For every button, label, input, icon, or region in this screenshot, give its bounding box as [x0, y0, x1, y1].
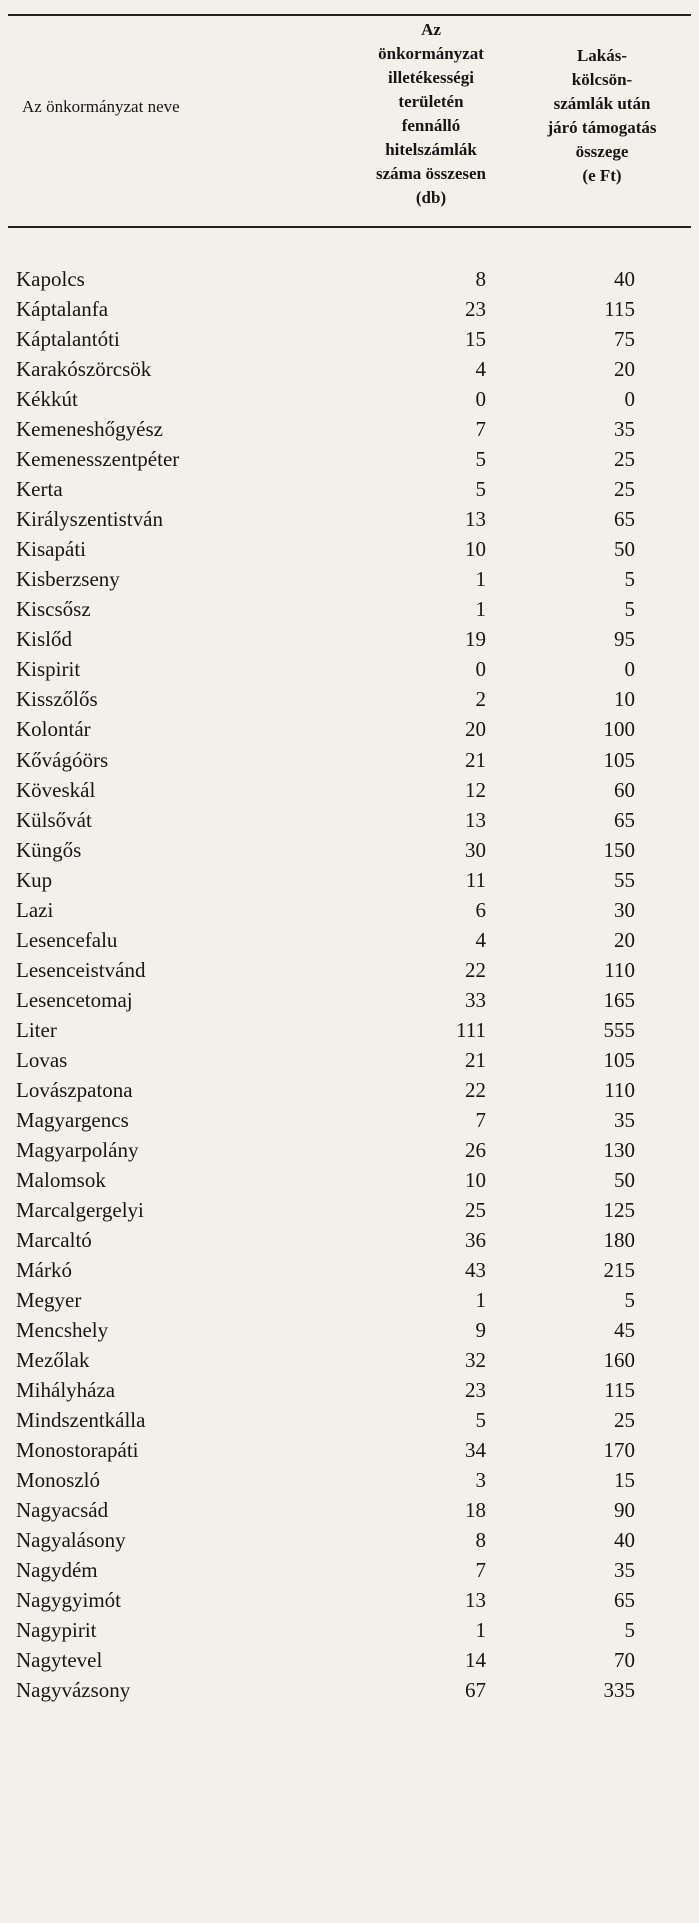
municipality-name: Mencshely	[16, 1318, 109, 1343]
account-count: 10	[465, 537, 486, 562]
support-amount: 35	[614, 1558, 635, 1583]
support-amount: 50	[614, 537, 635, 562]
table-row	[0, 684, 699, 714]
municipality-name: Kisberzseny	[16, 567, 120, 592]
support-amount: 5	[624, 1288, 635, 1313]
header-line: Lakás-	[576, 46, 628, 65]
support-amount: 20	[614, 927, 635, 952]
header-line: számlák után	[553, 94, 651, 113]
table-row	[0, 1495, 699, 1525]
account-count: 3	[475, 1468, 486, 1493]
municipality-name: Kisapáti	[16, 537, 86, 562]
municipality-name: Monostorapáti	[16, 1438, 139, 1463]
support-amount: 40	[614, 267, 635, 291]
account-count: 43	[465, 1258, 486, 1283]
support-amount: 15	[614, 1468, 635, 1493]
support-amount: 130	[603, 1137, 635, 1162]
table-row	[0, 1255, 699, 1285]
account-count: 13	[465, 1588, 486, 1613]
support-amount: 70	[614, 1648, 635, 1673]
municipality-name: Malomsok	[16, 1167, 106, 1192]
table-row	[0, 1315, 699, 1345]
account-count: 32	[465, 1348, 486, 1373]
account-count: 9	[475, 1318, 486, 1343]
municipality-name: Marcalgergelyi	[16, 1197, 144, 1222]
header-line: száma összesen	[375, 164, 486, 183]
support-amount: 75	[614, 327, 635, 352]
account-count: 4	[475, 927, 486, 952]
municipality-name: Megyer	[16, 1288, 82, 1313]
table-row	[0, 354, 699, 384]
table-row	[0, 1015, 699, 1045]
support-amount: 125	[603, 1197, 635, 1222]
table-row	[0, 1555, 699, 1585]
header-line: járó támogatás	[547, 118, 657, 137]
support-amount: 20	[614, 357, 635, 382]
table-row	[0, 1585, 699, 1615]
account-count: 11	[465, 867, 486, 892]
table-row	[0, 1645, 699, 1675]
account-count: 0	[475, 657, 486, 682]
municipality-name: Nagyalásony	[16, 1528, 126, 1553]
table-row	[0, 1435, 699, 1465]
account-count: 1	[475, 567, 486, 592]
table-row	[0, 895, 699, 925]
support-amount: 65	[614, 507, 635, 532]
support-amount: 150	[603, 837, 635, 862]
account-count: 7	[475, 417, 486, 442]
table-row	[0, 414, 699, 444]
municipality-name: Kővágóörs	[16, 747, 109, 772]
table-row	[0, 1675, 699, 1705]
header-line: önkormányzat	[378, 44, 484, 63]
support-amount: 160	[603, 1348, 635, 1373]
table-row	[0, 1195, 699, 1225]
municipality-name: Kup	[16, 867, 53, 892]
support-amount: 100	[603, 717, 635, 742]
municipality-name: Kemeneshőgyész	[16, 417, 163, 442]
municipality-name: Kolontár	[16, 717, 91, 742]
table-row	[0, 955, 699, 985]
table-row	[0, 1045, 699, 1075]
account-count: 7	[475, 1107, 486, 1132]
header-line: (db)	[415, 188, 447, 207]
account-count: 22	[465, 1077, 486, 1102]
municipality-name: Mihályháza	[16, 1378, 116, 1403]
support-amount: 165	[603, 987, 635, 1012]
account-count: 21	[465, 747, 486, 772]
table-row	[0, 865, 699, 895]
table-row	[0, 1075, 699, 1105]
account-count: 15	[465, 327, 486, 352]
table-row	[0, 534, 699, 564]
table-row	[0, 294, 699, 324]
municipality-name: Káptalanfa	[16, 297, 109, 322]
account-count: 12	[465, 777, 486, 802]
table-row	[0, 1135, 699, 1165]
header-line: kölcsön-	[571, 70, 633, 89]
account-count: 4	[475, 357, 486, 382]
table-row	[0, 324, 699, 354]
support-amount: 95	[614, 627, 635, 652]
table-row	[0, 1345, 699, 1375]
municipality-name: Marcaltó	[16, 1228, 92, 1252]
account-count: 23	[465, 1378, 486, 1403]
support-amount: 335	[603, 1678, 635, 1703]
table-row	[0, 624, 699, 654]
support-amount: 215	[603, 1258, 635, 1283]
account-count: 30	[465, 837, 486, 862]
municipality-name: Lovászpatona	[16, 1077, 133, 1102]
table-row	[0, 384, 699, 414]
municipality-name: Lesenceistvánd	[16, 957, 146, 982]
support-amount: 50	[614, 1167, 635, 1192]
municipality-name: Kispirit	[16, 657, 81, 682]
account-count: 5	[475, 477, 486, 502]
support-amount: 115	[604, 297, 635, 322]
support-amount: 0	[624, 657, 635, 682]
account-count: 36	[465, 1228, 486, 1252]
support-amount: 25	[614, 1408, 635, 1433]
support-amount: 90	[614, 1498, 635, 1523]
account-count: 5	[475, 1408, 486, 1433]
account-count: 34	[465, 1438, 486, 1463]
support-amount: 55	[614, 867, 635, 892]
table-row	[0, 594, 699, 624]
account-count: 14	[465, 1648, 486, 1673]
support-amount: 110	[604, 957, 635, 982]
support-amount: 45	[614, 1318, 635, 1343]
municipality-name: Márkó	[16, 1258, 72, 1283]
header-line: hitelszámlák	[385, 140, 477, 159]
column-header-amount	[522, 44, 682, 188]
support-amount: 40	[614, 1528, 635, 1553]
municipality-name: Kislőd	[16, 627, 73, 652]
support-amount: 0	[624, 387, 635, 412]
header-line: területén	[398, 92, 464, 111]
support-amount: 555	[603, 1017, 635, 1042]
municipality-name: Káptalantóti	[16, 327, 120, 352]
table-row	[0, 1225, 699, 1255]
support-amount: 180	[603, 1228, 635, 1252]
municipality-name: Kerta	[16, 477, 63, 502]
municipality-name: Kisszőlős	[16, 687, 98, 712]
table-row	[0, 1285, 699, 1315]
account-count: 21	[465, 1047, 486, 1072]
header-line: fennálló	[401, 116, 461, 135]
account-count: 13	[465, 507, 486, 532]
account-count: 22	[465, 957, 486, 982]
municipality-name: Monoszló	[16, 1468, 100, 1493]
account-count: 33	[465, 987, 486, 1012]
municipality-name: Mezőlak	[16, 1348, 90, 1373]
municipality-name: Királyszentistván	[16, 507, 163, 532]
municipality-name: Magyargencs	[16, 1107, 129, 1132]
header-line: összege	[575, 142, 629, 161]
municipality-name: Nagypirit	[16, 1618, 97, 1643]
municipality-name: Magyarpolány	[16, 1137, 139, 1162]
table-row	[0, 925, 699, 955]
account-count: 1	[475, 597, 486, 622]
table-body	[0, 264, 699, 1706]
account-count: 18	[465, 1498, 486, 1523]
support-amount: 30	[614, 897, 635, 922]
municipality-name: Köveskál	[16, 777, 96, 802]
municipality-name: Lazi	[16, 897, 54, 922]
account-count: 10	[465, 1167, 486, 1192]
table-row	[0, 1405, 699, 1435]
account-count: 1	[475, 1618, 486, 1643]
support-amount: 5	[624, 1618, 635, 1643]
municipality-name: Lesencetomaj	[16, 987, 133, 1012]
account-count: 8	[475, 1528, 486, 1553]
account-count: 26	[465, 1137, 486, 1162]
table-row	[0, 714, 699, 744]
municipality-name: Nagytevel	[16, 1648, 103, 1673]
municipality-name: Kékkút	[16, 387, 78, 412]
municipality-name: Karakószörcsök	[16, 357, 152, 382]
table-row	[0, 444, 699, 474]
support-amount: 110	[604, 1077, 635, 1102]
municipality-name: Kiscsősz	[16, 597, 91, 622]
header-line: illetékességi	[388, 68, 474, 87]
support-amount: 25	[614, 477, 635, 502]
support-amount: 170	[603, 1438, 635, 1463]
municipality-name: Külsővát	[16, 807, 92, 832]
table-row	[0, 745, 699, 775]
account-count: 1	[475, 1288, 486, 1313]
support-amount: 115	[604, 1378, 635, 1403]
support-amount: 65	[614, 807, 635, 832]
table-row	[0, 775, 699, 805]
municipality-name: Nagygyimót	[16, 1588, 121, 1613]
table-row	[0, 835, 699, 865]
support-amount: 105	[603, 1047, 635, 1072]
support-amount: 60	[614, 777, 635, 802]
municipality-name: Küngős	[16, 837, 82, 862]
column-header-name: Az önkormányzat neve	[22, 97, 180, 116]
table-row	[0, 1525, 699, 1555]
table-row	[0, 654, 699, 684]
support-amount: 35	[614, 1107, 635, 1132]
support-amount: 65	[614, 1588, 635, 1613]
account-count: 23	[465, 297, 486, 322]
header-rule	[8, 226, 691, 228]
column-header-count	[352, 18, 510, 210]
account-count: 2	[475, 687, 486, 712]
municipality-name: Kemenesszentpéter	[16, 447, 180, 472]
account-count: 5	[475, 447, 486, 472]
table-row	[0, 985, 699, 1015]
account-count: 7	[475, 1558, 486, 1583]
municipality-name: Kapolcs	[16, 267, 85, 291]
municipality-name: Nagydém	[16, 1558, 98, 1583]
municipality-name: Lesencefalu	[16, 927, 118, 952]
municipality-name: Lovas	[16, 1047, 68, 1072]
account-count: 111	[456, 1017, 486, 1042]
support-amount: 10	[614, 687, 635, 712]
top-rule	[8, 14, 691, 16]
account-count: 67	[465, 1678, 486, 1703]
table-row	[0, 1615, 699, 1645]
municipality-name: Mindszentkálla	[16, 1408, 146, 1433]
table-row	[0, 564, 699, 594]
account-count: 0	[475, 387, 486, 412]
table-row	[0, 504, 699, 534]
table-row	[0, 1165, 699, 1195]
support-amount: 5	[624, 597, 635, 622]
support-amount: 35	[614, 417, 635, 442]
account-count: 8	[475, 267, 486, 291]
table-row	[0, 474, 699, 504]
account-count: 20	[465, 717, 486, 742]
municipality-name: Liter	[16, 1017, 57, 1042]
municipality-name: Nagyvázsony	[16, 1678, 131, 1703]
table-row	[0, 805, 699, 835]
table-row	[0, 264, 699, 294]
support-amount: 5	[624, 567, 635, 592]
account-count: 13	[465, 807, 486, 832]
account-count: 19	[465, 627, 486, 652]
header-line: (e Ft)	[582, 166, 622, 185]
account-count: 25	[465, 1197, 486, 1222]
support-amount: 25	[614, 447, 635, 472]
table-row	[0, 1375, 699, 1405]
table-row	[0, 1465, 699, 1495]
support-amount: 105	[603, 747, 635, 772]
municipality-name: Nagyacsád	[16, 1498, 109, 1523]
table-row	[0, 1105, 699, 1135]
account-count: 6	[475, 897, 486, 922]
header-line: Az	[421, 20, 441, 39]
